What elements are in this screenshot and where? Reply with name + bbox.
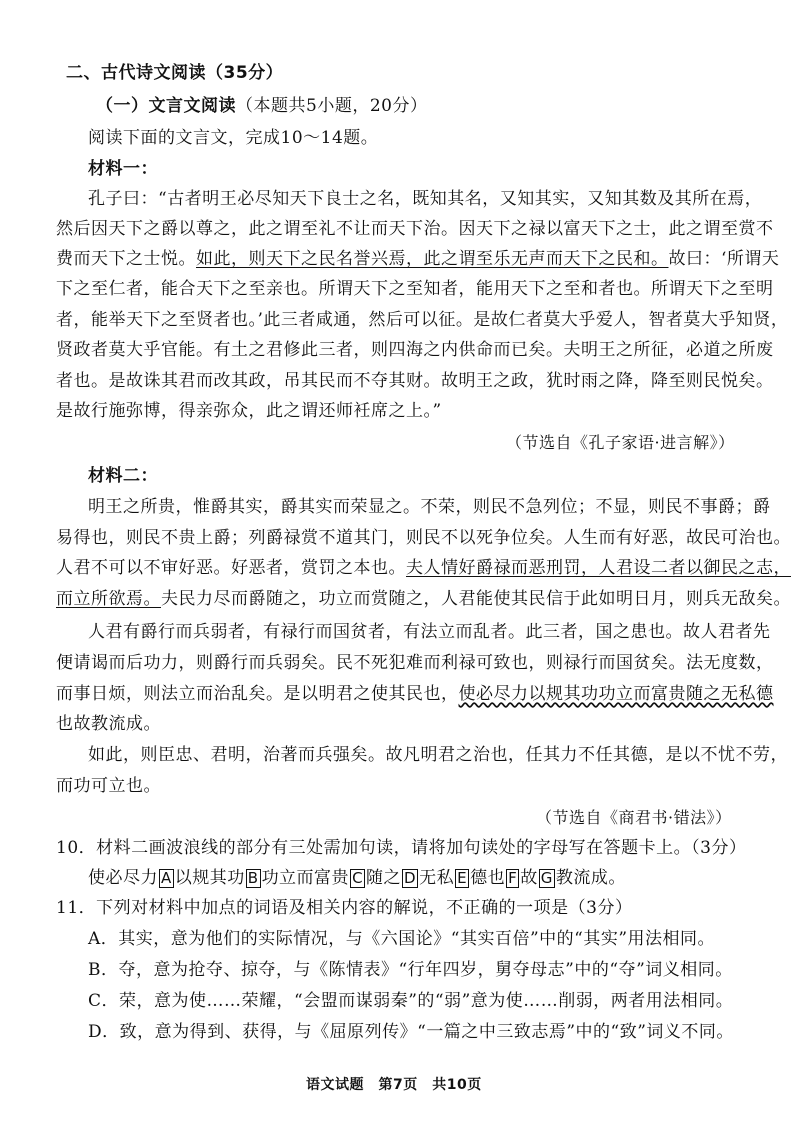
material2-text: 而事日烦，则法立而治乱矣。是以明君之使其民也， [56, 684, 459, 704]
material1-text: 故曰：‘所谓天 [668, 249, 780, 269]
page-footer: 语文试题 第7页 共10页 [306, 1077, 482, 1093]
q10-option-box-c: C [352, 869, 364, 887]
wavy-underlined-sentence: 使必尽力以规其功功立而富贵随之无私德 [458, 684, 774, 704]
underlined-sentence: 而立所欲焉。 [56, 589, 161, 609]
subheading-note: （本题共5小题，20分） [236, 96, 428, 116]
q10-option-box-f: F [508, 869, 518, 887]
q10-sentence-segment: 教流成。 [555, 868, 626, 888]
q10-option-box-a: A [161, 869, 172, 887]
material1-line: 孔子曰：“古者明王必尽知天下良士之名，既知其名，又知其实，又知其数及其所在焉， [88, 189, 763, 209]
material2-line: 也故教流成。 [56, 714, 161, 734]
material2-line [56, 557, 791, 579]
material1-line: 然后因天下之爵以尊之，此之谓至礼不让而天下治。因天下之禄以富天下之士，此之谓至赏不 [56, 219, 774, 239]
q10-option-box-d: D [404, 869, 417, 887]
q10-option-box-b: B [247, 869, 259, 887]
material2-line: 易得也，则民不贵上爵；列爵禄赏不道其门，则民不以死争位矣。人生而有好恶，故民可治也。 [56, 528, 791, 548]
question-11: 11．下列对材料中加点的词语及相关内容的解说，不正确的一项是（3分） [56, 898, 633, 918]
underlined-sentence: 夫人情好爵禄而恶刑罚，人君设二者以御民之志， [406, 558, 791, 578]
material1-line: 是故行施弥博，得亲弥众，此之谓还师衽席之上。” [56, 401, 442, 421]
q10-sentence-segment: 故 [520, 868, 538, 888]
q10-option-box-g: G [540, 869, 553, 887]
question-10-sentence [88, 867, 626, 889]
material2-text: 人君不可以不审好恶。好恶者，赏罚之本也。 [56, 558, 406, 578]
material1-line: 贤政者莫大乎官能。有土之君修此三者，则四海之内供命而已矣。夫明王之所征，必道之所废 [56, 340, 774, 360]
material2-line [56, 683, 774, 705]
question-11-option-d: D．致，意为得到、获得，与《屈原列传》“一篇之中三致志焉”中的“致”词义不同。 [88, 1022, 734, 1042]
material2-label: 材料二： [88, 466, 158, 486]
section-heading: 二、古代诗文阅读（35分） [66, 63, 284, 83]
material1-line: 下之至仁者，能合天下之至亲也。所谓天下之至知者，能用天下之至和者也。所谓天下之至明 [56, 279, 774, 299]
subheading [96, 95, 427, 117]
material1-line [56, 248, 779, 270]
q10-option-box-e: E [457, 869, 468, 887]
material2-source: （节选自《商君书·错法》） [536, 808, 732, 827]
material1-line: 者，能举天下之至贤者也。’此三者咸通，然后可以征。是故仁者莫大乎爱人，智者莫大乎知贤， [56, 310, 789, 330]
question-11-option-a: A．其实，意为他们的实际情况，与《六国论》“其实百倍”中的“其实”用法相同。 [88, 929, 716, 949]
material2-line [56, 588, 791, 610]
material1-source: （节选自《孔子家语·进言解》） [506, 433, 735, 452]
material2-line: 人君有爵行而兵弱者，有禄行而国贫者，有法立而乱者。此三者，国之患也。故人君者先 [88, 622, 771, 642]
q10-sentence-segment: 德也 [470, 868, 506, 888]
q10-sentence-segment: 以规其功 [174, 868, 245, 888]
q10-sentence-segment: 随之 [366, 868, 402, 888]
material2-line: 明王之所贵，惟爵其实，爵其实而荣显之。不荣，则民不急列位；不显，则民不事爵；爵 [88, 497, 771, 517]
material1-line: 者也。是故诛其君而改其政，吊其民而不夺其财。故明王之政，犹时雨之降，降至则民悦矣。 [56, 371, 774, 391]
material1-text: 费而天下之士悦。 [56, 249, 196, 269]
material2-line: 便请谒而后功力，则爵行而兵弱矣。民不死犯难而利禄可致也，则禄行而国贫矣。法无度数， [56, 653, 774, 673]
q10-sentence-segment: 无私 [419, 868, 455, 888]
material1-label: 材料一： [88, 159, 158, 179]
q10-sentence-segment: 功立而富贵 [261, 868, 350, 888]
q10-sentence-segment: 使必尽力 [88, 868, 158, 888]
material2-text: 夫民力尽而爵随之，功立而赏随之，人君能使其民信于此如明日月，则兵无敌矣。 [161, 589, 791, 609]
underlined-sentence: 如此，则天下之民名誉兴焉，此之谓至乐无声而天下之民和。 [196, 249, 669, 269]
question-11-option-b: B．夺，意为抢夺、掠夺，与《陈情表》“行年四岁，舅夺母志”中的“夺”词义相同。 [88, 960, 733, 980]
instruction: 阅读下面的文言文，完成10～14题。 [88, 128, 379, 148]
question-10: 10．材料二画波浪线的部分有三处需加句读，请将加句读处的字母写在答题卡上。（3分） [56, 838, 747, 858]
material2-line: 如此，则臣忠、君明，治著而兵强矣。故凡明君之治也，任其力不任其德，是以不忧不劳， [88, 745, 788, 765]
subheading-label: （一）文言文阅读 [96, 96, 236, 116]
material2-line: 而功可立也。 [56, 776, 161, 796]
question-11-option-c: C．荣，意为使……荣耀，“会盟而谋弱秦”的“弱”意为使……削弱，两者用法相同。 [88, 991, 734, 1011]
